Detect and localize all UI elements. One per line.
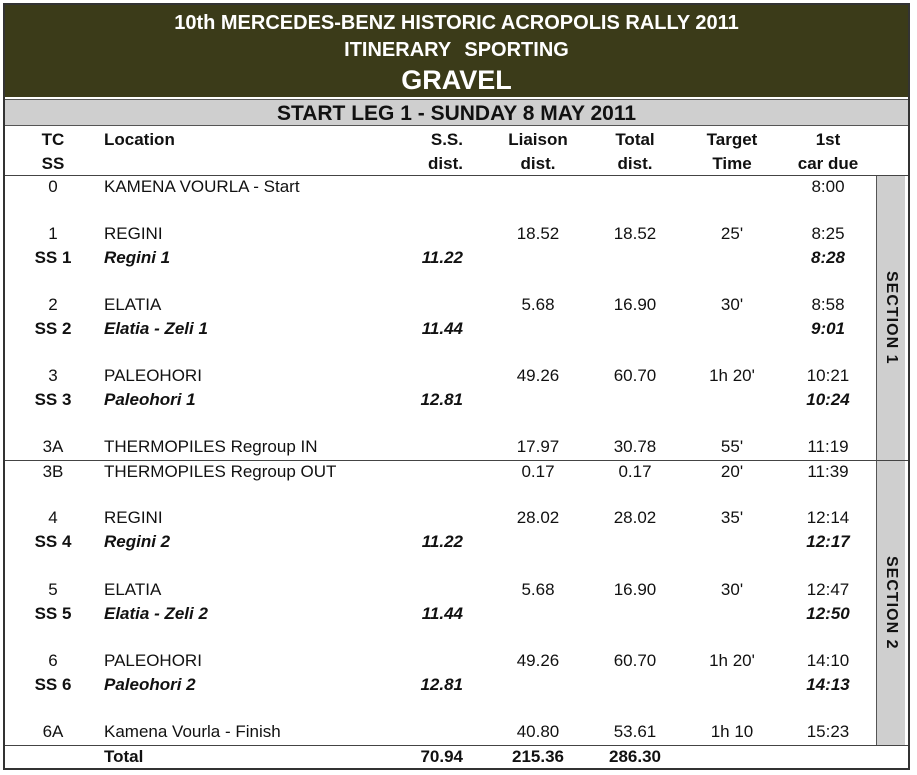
liaison-dist-cell: 49.26 — [516, 651, 560, 670]
tc-cell: 3 — [48, 366, 58, 385]
total-dist-cell: 60.70 — [613, 366, 657, 385]
header-total-1: Total — [615, 130, 655, 149]
tc-cell: SS 2 — [34, 319, 72, 338]
header-tc: TC — [41, 130, 65, 149]
liaison-dist-cell: 0.17 — [521, 462, 555, 481]
tc-cell: 0 — [48, 177, 58, 196]
car-due-cell: 14:13 — [806, 675, 850, 694]
ss-dist-cell: 11.22 — [421, 248, 463, 267]
car-due-cell: 12:14 — [806, 508, 850, 527]
event-title: 10th MERCEDES-BENZ HISTORIC ACROPOLIS RALLY 2011 — [174, 12, 739, 34]
tc-cell: SS 5 — [34, 604, 72, 623]
location-cell: REGINI — [104, 508, 163, 527]
location-cell: Elatia - Zeli 2 — [104, 604, 208, 623]
tc-cell: 1 — [48, 224, 58, 243]
header-liaison-2: dist. — [520, 154, 556, 173]
target-time-cell: 55' — [720, 437, 744, 456]
total-dist-cell: 0.17 — [618, 462, 652, 481]
car-due-cell: 15:23 — [806, 722, 850, 741]
total-dist-cell: 28.02 — [613, 508, 657, 527]
tc-cell: SS 4 — [34, 532, 72, 551]
location-cell: PALEOHORI — [104, 366, 202, 385]
itinerary-subtitle: ITINERARY SPORTING — [344, 39, 569, 61]
location-cell: THERMOPILES Regroup IN — [104, 437, 318, 456]
target-time-cell: 25' — [720, 224, 744, 243]
section-2-marker — [876, 461, 905, 745]
tc-cell: 6 — [48, 651, 58, 670]
location-cell: ELATIA — [104, 295, 162, 314]
target-time-cell: 1h 10 — [710, 722, 754, 741]
header-liaison-1: Liaison — [508, 130, 568, 149]
total-liaison: 215.36 — [512, 747, 564, 766]
car-due-cell: 8:00 — [811, 177, 845, 196]
location-cell: Elatia - Zeli 1 — [104, 319, 208, 338]
ss-dist-cell: 11.22 — [421, 532, 463, 551]
tc-cell: 3B — [42, 462, 64, 481]
total-ss-dist: 70.94 — [420, 747, 463, 766]
location-cell: Regini 2 — [104, 532, 171, 551]
section-1-label: SECTION 1 — [883, 271, 900, 365]
tc-cell: 6A — [42, 722, 64, 741]
car-due-cell: 9:01 — [810, 319, 846, 338]
tc-cell: 4 — [48, 508, 58, 527]
car-due-cell: 12:47 — [806, 580, 850, 599]
car-due-cell: 12:17 — [806, 532, 850, 551]
header-target-2: Time — [712, 154, 752, 173]
target-time-cell: 30' — [720, 580, 744, 599]
location-cell: KAMENA VOURLA - Start — [104, 177, 300, 196]
liaison-dist-cell: 28.02 — [516, 508, 560, 527]
ss-dist-cell: 12.81 — [420, 675, 463, 694]
total-dist-cell: 60.70 — [613, 651, 657, 670]
car-due-cell: 10:24 — [806, 390, 850, 409]
location-cell: Kamena Vourla - Finish — [104, 722, 281, 741]
location-cell: ELATIA — [104, 580, 162, 599]
car-due-cell: 14:10 — [806, 651, 850, 670]
car-due-cell: 11:39 — [807, 462, 849, 481]
liaison-dist-cell: 17.97 — [516, 437, 560, 456]
header-total-2: dist. — [617, 154, 653, 173]
section-2-label: SECTION 2 — [883, 556, 900, 650]
ss-dist-cell: 12.81 — [420, 390, 463, 409]
ss-dist-cell: 11.44 — [421, 319, 463, 338]
header-ss: SS — [41, 154, 65, 173]
header-ss-dist-1: S.S. — [430, 130, 463, 149]
target-time-cell: 1h 20' — [709, 366, 755, 385]
total-dist-cell: 53.61 — [613, 722, 657, 741]
location-cell: PALEOHORI — [104, 651, 202, 670]
car-due-cell: 11:19 — [807, 437, 849, 456]
car-due-cell: 12:50 — [806, 604, 850, 623]
tc-cell: 5 — [48, 580, 58, 599]
liaison-dist-cell: 49.26 — [516, 366, 560, 385]
tc-cell: 2 — [48, 295, 58, 314]
location-cell: Paleohori 1 — [104, 390, 196, 409]
leg-title: START LEG 1 - SUNDAY 8 MAY 2011 — [5, 99, 908, 126]
liaison-dist-cell: 5.68 — [521, 580, 555, 599]
tc-cell: SS 1 — [34, 248, 72, 267]
total-total-dist: 286.30 — [609, 747, 661, 766]
target-time-cell: 35' — [720, 508, 744, 527]
target-time-cell: 1h 20' — [709, 651, 755, 670]
total-dist-cell: 18.52 — [613, 224, 657, 243]
total-dist-cell: 30.78 — [613, 437, 657, 456]
header-target-1: Target — [706, 130, 758, 149]
location-cell: REGINI — [104, 224, 163, 243]
car-due-cell: 8:25 — [811, 224, 845, 243]
car-due-cell: 10:21 — [806, 366, 850, 385]
liaison-dist-cell: 5.68 — [521, 295, 555, 314]
location-cell: THERMOPILES Regroup OUT — [104, 462, 337, 481]
tc-cell: 3A — [42, 437, 64, 456]
liaison-dist-cell: 40.80 — [516, 722, 560, 741]
location-cell: Paleohori 2 — [104, 675, 196, 694]
title-banner — [5, 5, 908, 97]
header-location: Location — [104, 130, 175, 149]
location-cell: Regini 1 — [104, 248, 171, 267]
total-dist-cell: 16.90 — [613, 295, 657, 314]
liaison-dist-cell: 18.52 — [516, 224, 560, 243]
header-due-1: 1st — [815, 130, 841, 149]
header-ss-dist-2: dist. — [428, 154, 463, 173]
target-time-cell: 20' — [720, 462, 744, 481]
tc-cell: SS 3 — [34, 390, 72, 409]
target-time-cell: 30' — [720, 295, 744, 314]
total-label: Total — [104, 747, 144, 766]
car-due-cell: 8:28 — [810, 248, 846, 267]
header-due-2: car due — [797, 154, 859, 173]
total-dist-cell: 16.90 — [613, 580, 657, 599]
surface-label: GRAVEL — [401, 65, 512, 95]
ss-dist-cell: 11.44 — [421, 604, 463, 623]
section-1-marker — [876, 176, 905, 460]
car-due-cell: 8:58 — [811, 295, 845, 314]
tc-cell: SS 6 — [34, 675, 72, 694]
